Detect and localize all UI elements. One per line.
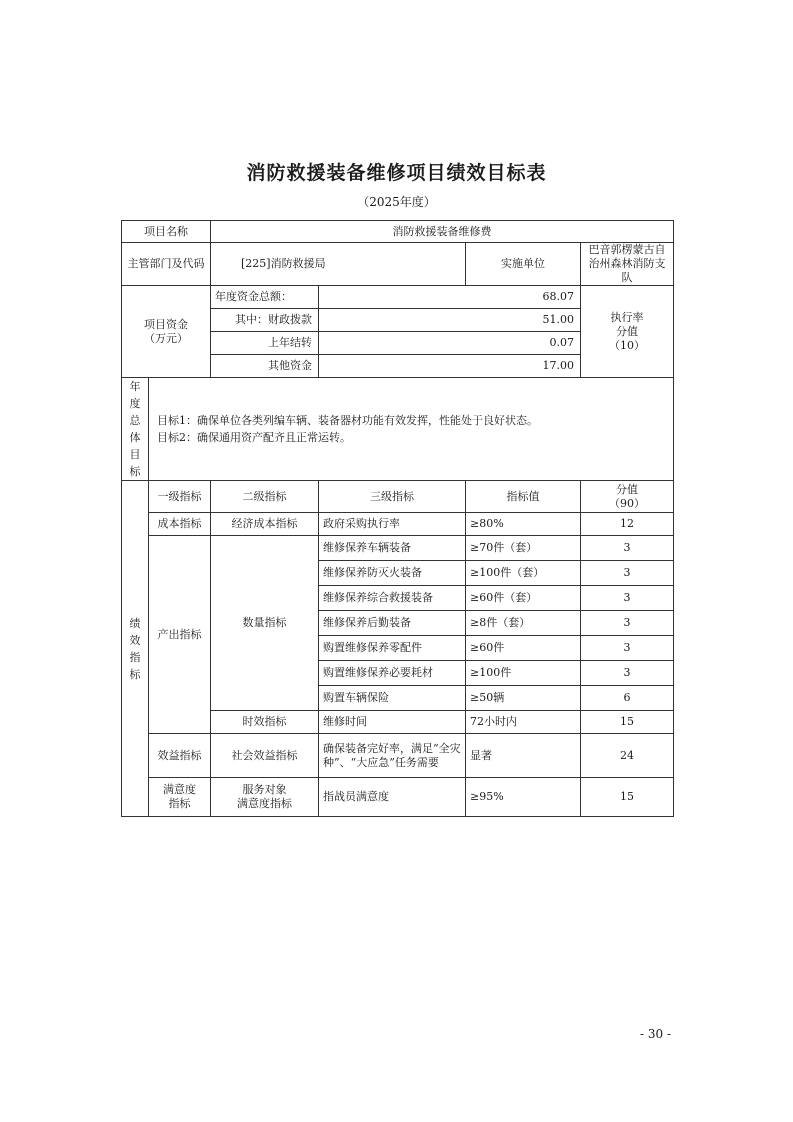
output-level1: 产出指标	[149, 536, 211, 734]
satisfaction-level1-line1: 满意度	[163, 783, 196, 796]
funds-score-line1: 执行率	[610, 310, 644, 324]
satisfaction-level3: 指战员满意度	[319, 778, 466, 817]
quantity-value: ≥60件（套）	[466, 586, 581, 611]
satisfaction-score: 15	[581, 778, 674, 817]
satisfaction-level2	[211, 778, 319, 817]
funds-row-value: 0.07	[319, 332, 581, 355]
benefit-level1: 效益指标	[149, 734, 211, 778]
quantity-level3: 维修保养后勤装备	[319, 611, 466, 636]
project-name-value: 消防救援装备维修费	[211, 221, 674, 243]
satisfaction-value: ≥95%	[466, 778, 581, 817]
cost-level1: 成本指标	[149, 513, 211, 536]
funds-row-value: 68.07	[319, 286, 581, 309]
funds-row-value: 17.00	[319, 355, 581, 378]
header-score-line2: （90）	[609, 496, 646, 510]
benefit-score: 24	[581, 734, 674, 778]
document-subtitle: （2025年度）	[357, 195, 436, 209]
quantity-score: 3	[581, 536, 674, 561]
quantity-value: ≥60件	[466, 636, 581, 661]
goal-line-1: 目标1：确保单位各类列编车辆、装备器材功能有效发挥，性能处于良好状态。	[157, 414, 538, 427]
annual-goals-label	[122, 378, 149, 481]
header-level2: 二级指标	[211, 481, 319, 513]
time-value: 72小时内	[466, 711, 581, 734]
cost-value: ≥80%	[466, 513, 581, 536]
cost-level2: 经济成本指标	[211, 513, 319, 536]
quantity-level3: 维修保养车辆装备	[319, 536, 466, 561]
performance-table	[121, 220, 674, 817]
header-value: 指标值	[466, 481, 581, 513]
quantity-value: ≥50辆	[466, 686, 581, 711]
document-title: 消防救援装备维修项目绩效目标表	[246, 162, 547, 184]
quantity-score: 3	[581, 611, 674, 636]
funds-score-line3: （10）	[609, 338, 646, 352]
benefit-value: 显著	[466, 734, 581, 778]
cost-level3: 政府采购执行率	[319, 513, 466, 536]
department-value: [225]消防救援局	[211, 243, 466, 286]
quantity-score: 3	[581, 661, 674, 686]
quantity-value: ≥100件（套）	[466, 561, 581, 586]
performance-indicators-label-text: 绩效指标	[129, 616, 141, 681]
header-score	[581, 481, 674, 513]
quantity-level3: 购置车辆保险	[319, 686, 466, 711]
satisfaction-level2-line2: 满意度指标	[237, 797, 292, 810]
quantity-level3: 购置维修保养零配件	[319, 636, 466, 661]
funds-row-label: 上年结转	[211, 332, 319, 355]
cost-score: 12	[581, 513, 674, 536]
quantity-score: 3	[581, 561, 674, 586]
time-score: 15	[581, 711, 674, 734]
header-level1: 一级指标	[149, 481, 211, 513]
time-level3: 维修时间	[319, 711, 466, 734]
funds-row-value: 51.00	[319, 309, 581, 332]
project-name-label: 项目名称	[122, 221, 211, 243]
satisfaction-level1-line2: 指标	[168, 797, 191, 810]
benefit-level2: 社会效益指标	[211, 734, 319, 778]
funds-label-line1: 项目资金	[144, 317, 188, 331]
funds-label-line2: （万元）	[144, 331, 188, 345]
implementing-unit-value: 巴音郭楞蒙古自治州森林消防支队	[581, 243, 674, 286]
header-level3: 三级指标	[319, 481, 466, 513]
quantity-score: 3	[581, 636, 674, 661]
page-number: - 30 -	[640, 1027, 672, 1041]
quantity-level2: 数量指标	[211, 536, 319, 711]
quantity-level3: 购置维修保养必要耗材	[319, 661, 466, 686]
quantity-score: 6	[581, 686, 674, 711]
time-level2: 时效指标	[211, 711, 319, 734]
benefit-level3-line2: 种”、“大应急”任务需要	[323, 755, 439, 769]
department-label: 主管部门及代码	[122, 243, 211, 286]
quantity-level3: 维修保养综合救援装备	[319, 586, 466, 611]
quantity-level3: 维修保养防灭火装备	[319, 561, 466, 586]
funds-label	[122, 286, 211, 378]
quantity-score: 3	[581, 586, 674, 611]
header-score-line1: 分值	[616, 482, 639, 496]
funds-score-line2: 分值	[616, 324, 639, 338]
performance-indicators-label	[122, 481, 149, 817]
funds-row-label: 其他资金	[211, 355, 319, 378]
satisfaction-level2-line1: 服务对象	[242, 783, 287, 796]
annual-goals-content	[149, 378, 674, 481]
satisfaction-level1	[149, 778, 211, 817]
goal-line-2: 目标2：确保通用资产配齐且正常运转。	[157, 431, 351, 444]
funds-score	[581, 286, 674, 378]
quantity-value: ≥8件（套）	[466, 611, 581, 636]
implementing-unit-label: 实施单位	[466, 243, 581, 286]
annual-goals-label-text: 年度总体目标	[129, 380, 141, 478]
benefit-level3	[319, 734, 466, 778]
funds-row-label: 年度资金总额：	[211, 286, 319, 309]
benefit-level3-line1: 确保装备完好率，满足“全灾	[323, 741, 461, 755]
quantity-value: ≥100件	[466, 661, 581, 686]
funds-row-label: 其中：财政拨款	[211, 309, 319, 332]
quantity-value: ≥70件（套）	[466, 536, 581, 561]
